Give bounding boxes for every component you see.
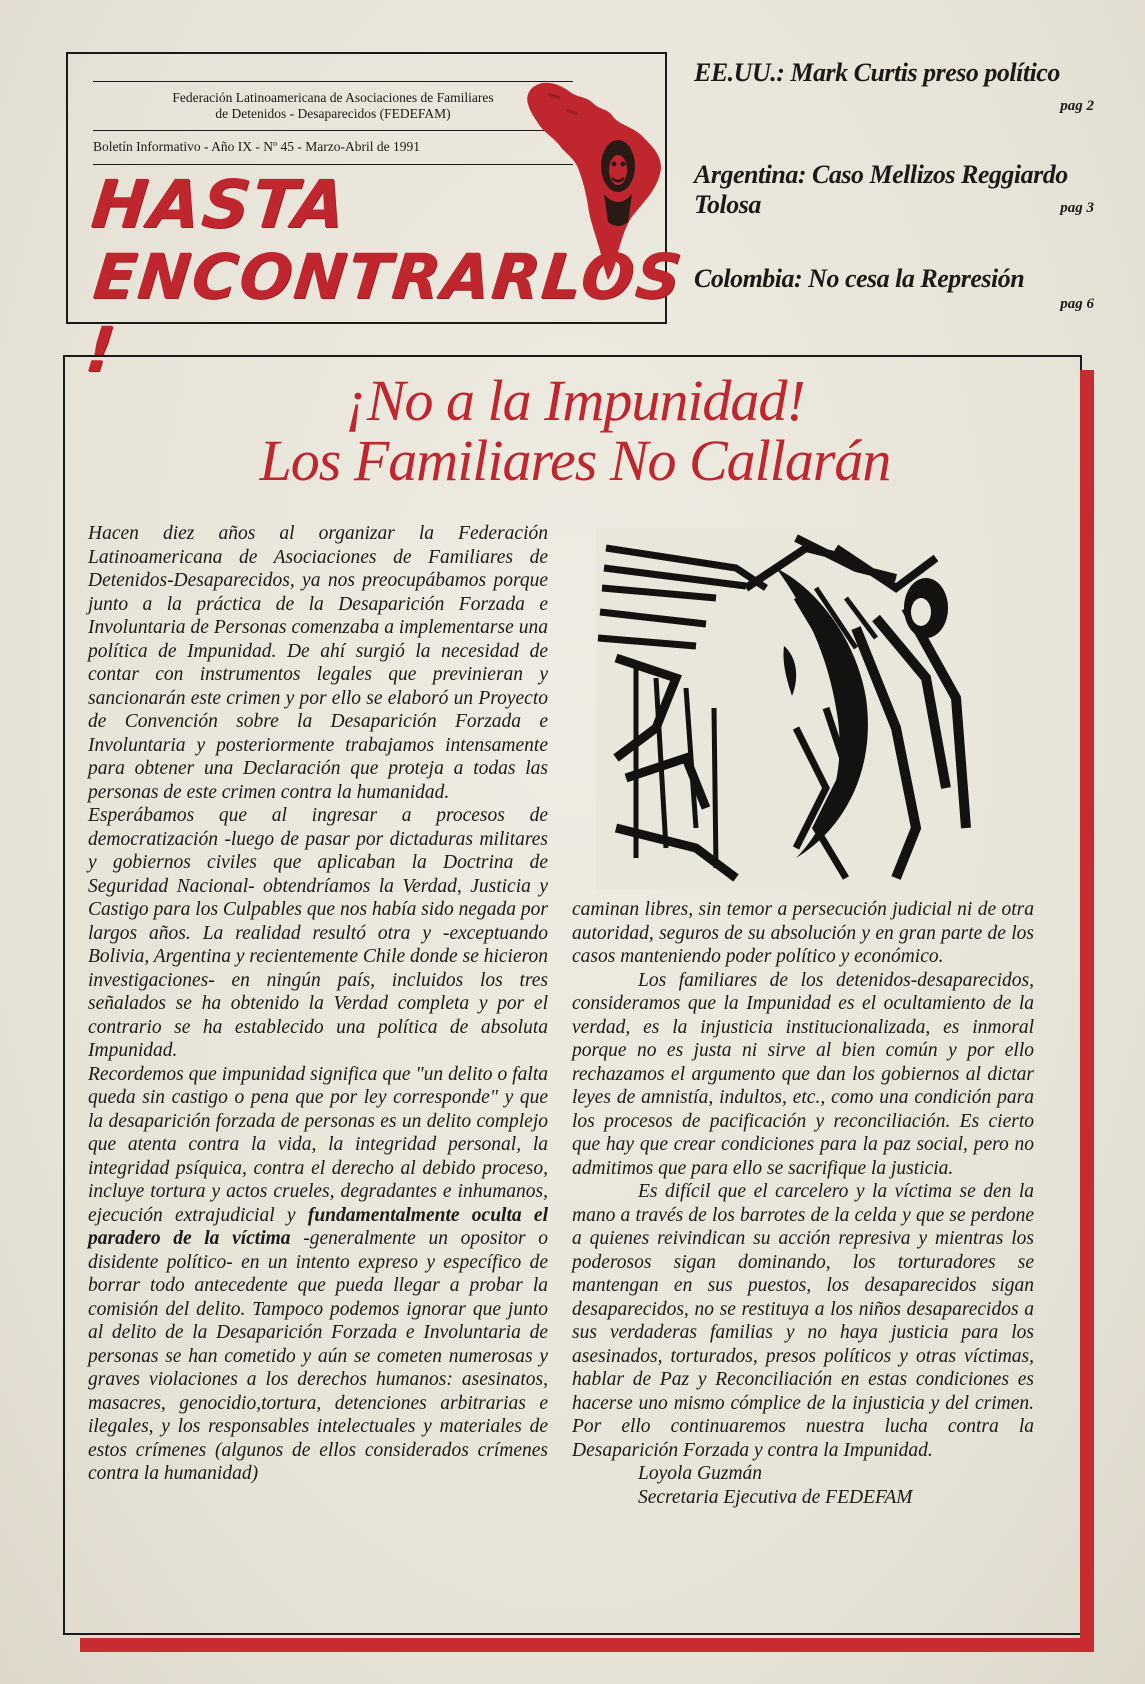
contents-item-title: EE.UU.: Mark Curtis preso político [694,58,1060,87]
organization-name-line1: Federación Latinoamericana de Asociaciones de Familiares [172,90,494,105]
masthead [66,52,687,386]
article-left-column [88,522,548,1486]
article-paragraph [88,1063,548,1486]
masthead-rule [93,81,573,82]
signature-name: Loyola Guzmán [638,1463,763,1484]
latin-america-map-logo [526,74,666,284]
contents-item-page: pag 3 [1060,200,1094,216]
red-border-right [1080,370,1094,1652]
frame-corner [1080,355,1082,370]
logo-text-line2: ENCONTRARLOS ! [82,240,687,386]
contents-item [694,264,1094,312]
contents-item-title: Colombia: No cesa la Represión [694,264,1025,293]
contents-item [694,58,1094,114]
contents-item-page: pag 6 [1060,296,1094,312]
contents-item-page: pag 2 [1060,98,1094,114]
logo-text-line1: HASTA [87,166,351,243]
article-subheadline: Los Familiares No Callarán [259,428,891,493]
organization-name-line2: de Detenidos - Desaparecidos (FEDEFAM) [215,106,451,121]
article-paragraph: caminan libres, sin temor a persecución judicial ni de otra autoridad, seguros de su absolución y en gran parte de los casos manteniendo poder político y económico. [572,899,1034,967]
contents-item-title: Argentina: Caso Mellizos Reggiardo Tolosa [694,160,1068,219]
paragraph-text: -generalmente un opositor o disidente político- en un intento expreso y específico de borrar todo antecedente que pueda llegar a probar la comisión del delito. Tampoco podemos ignorar que junto al delito de la Desaparición Forzada e Involuntaria de personas se han cometido y aún se cometen numerosas y graves violaciones a los derechos humanos: asesinatos, masacres, genocidio,tortura, detenciones arbitrarias e ilegales, y los responsables intelectuales y materiales de estos crímenes (algunos de ellos considerados crímenes contra la humanidad) [88,1228,548,1484]
masthead-rule [93,164,573,165]
paragraph-text: Recordemos que impunidad significa que "un delito o falta queda sin castigo o pena que por ley corresponde" y que la desaparición forzada de personas es un delito complejo que atenta contra la vida, la integridad personal, la integridad psíquica, contra el derecho al debido proceso, incluye tortura y actos crueles, degradantes e inhumanos, ejecución extrajudicial y [88,1063,548,1226]
signature-title: Secretaria Ejecutiva de FEDEFAM [638,1486,913,1508]
woodcut-illustration [596,528,972,890]
bulletin-info: Boletín Informativo - Año IX - Nº 45 - Marzo-Abril de 1991 [93,139,420,154]
article-paragraph: Es difícil que el carcelero y la víctima se den la mano a través de los barrotes de la celda y que se perdone a quienes reivindican su acción represiva y mientras los poderosos sigan dominando, los torturadores se mantengan en sus puestos, los desaparecidos sigan desaparecidos, no se restituya a los niños desaparecidos a sus verdaderas familias y no haya justicia para los asesinados, torturados, presos políticos y otras víctimas, hablar de Paz y Reconciliación en estas condiciones es hacerse uno mismo cómplice de la injusticia y del crimen. Por ello continuaremos nuestra lucha contra la Desaparición Forzada y contra la Impunidad. [572,1181,1034,1461]
contents-item [694,160,1094,220]
article-headline: ¡No a la Impunidad! [345,368,805,433]
organization-name [93,90,573,122]
article-right-column [572,898,1034,1509]
article-paragraph: Esperábamos que al ingresar a procesos de democratización -luego de pasar por dictaduras militares y gobiernos civiles que aplicaban la Doctrina de Seguridad Nacional- obtendríamos la Verdad, Justicia y Castigo para los Culpables que nos había sido negada por largos años. La realidad resultó otra y -exceptuando Bolivia, Argentina y recientemente Chile donde se hicieron investigaciones- en ningún país, incluidos los tres señalados se ha obtenido la Verdad completa y por el contrario se ha establecido una política de absoluta Impunidad. [88,805,548,1061]
masthead-rule [93,130,573,131]
article-paragraph: Los familiares de los detenidos-desaparecidos, consideramos que la Impunidad es el ocultamiento de la verdad, es la injusticia institucionalizada, es inmoral porque no es justa ni sirve al bien común y por ello rechazamos el argumento que dan los gobiernos al dictar leyes de amnistía, indultos, etc., como una condición para los procesos de pacificación y reconciliación. Es cierto que hay que crear condiciones para la paz social, pero no admitimos que para ello se sacrifique la justicia. [572,969,1034,1179]
article-paragraph: Hacen diez años al organizar la Federación Latinoamericana de Asociaciones de Familiares de Detenidos-Desaparecidos, ya nos preocupábamos porque junto a la práctica de la Desaparición Forzada e Involuntaria de Personas comenzaba a implementarse una política de Impunidad. De ahí surgió la necesidad de contar con instrumentos legales que previnieran y sancionarán este crimen y por ello se elaboró un Proyecto de Convención sobre la Desaparición Forzada e Involuntaria y posteriormente trabajamos intensamente para obtener una Declaración que proteja a todas las personas de este crimen contra la humanidad. [88,523,548,803]
emphasis-text: fundamentalmente oculta el paradero de la víctima [88,1204,548,1249]
red-border-bottom [80,1638,1094,1652]
